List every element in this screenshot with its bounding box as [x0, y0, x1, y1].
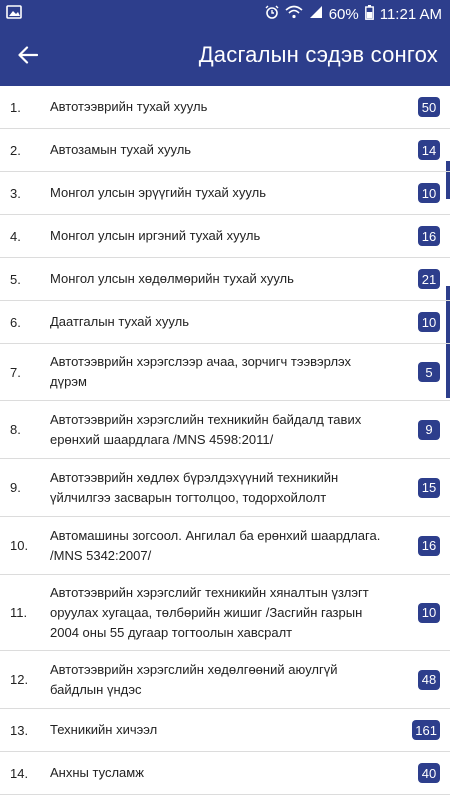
topic-number: 7.: [10, 364, 21, 380]
topic-row[interactable]: [0, 129, 450, 172]
topic-number: 12.: [10, 672, 29, 687]
topic-label: Автотээврийн хэрэгслээр ачаа, зорчигч тээвэрлэх дүрэм: [50, 354, 352, 389]
topic-row[interactable]: [0, 258, 450, 301]
question-count-badge: 21: [418, 269, 440, 289]
topic-label: Монгол улсын хөдөлмөрийн тухай хууль: [50, 271, 294, 286]
topic-label: Даатгалын тухай хууль: [50, 314, 189, 329]
question-count-badge: 16: [418, 226, 440, 246]
question-count-badge: 161: [412, 720, 440, 740]
topic-row[interactable]: [0, 651, 450, 709]
topic-number: 9.: [10, 480, 21, 495]
topic-row[interactable]: [0, 301, 450, 344]
topic-row[interactable]: [0, 709, 450, 752]
topic-label: Анхны тусламж: [50, 765, 144, 780]
topic-number: 3.: [10, 185, 21, 201]
question-count-badge: 50: [418, 97, 440, 117]
topic-row[interactable]: [0, 172, 450, 215]
question-count-badge: 9: [418, 420, 440, 440]
topic-row[interactable]: [0, 401, 450, 459]
topic-label: Автотээврийн хэрэгслийг техникийн хяналтын үзлэгт оруулах хугацаа, төлбөрийн жишиг /Засгийн газрын 2004 оны 55 дугаар тогтоолын хавсралт: [50, 584, 369, 640]
topic-list: [0, 86, 450, 795]
question-count-badge: 5: [418, 362, 440, 382]
app-bar: [0, 28, 450, 86]
page-title: Дасгалын сэдэв сонгох: [198, 42, 438, 67]
topic-row[interactable]: [0, 459, 450, 517]
topic-number: 6.: [10, 314, 21, 330]
question-count-badge: 10: [418, 183, 440, 203]
topic-label: Монгол улсын иргэний тухай хууль: [50, 228, 261, 243]
topic-number: 14.: [10, 765, 29, 781]
question-count-badge: 16: [418, 536, 440, 556]
topic-row[interactable]: [0, 215, 450, 258]
battery-percent: 60%: [328, 5, 359, 23]
topic-label: Автозамын тухай хууль: [50, 142, 192, 157]
signal-icon: [309, 5, 323, 23]
status-bar: [0, 0, 450, 28]
wifi-icon: [285, 5, 303, 23]
topic-number: 5.: [10, 271, 21, 287]
topic-row[interactable]: [0, 517, 450, 575]
arrow-left-icon: [18, 46, 38, 69]
topic-row[interactable]: [0, 575, 450, 651]
question-count-badge: 48: [418, 670, 440, 690]
topic-row[interactable]: [0, 344, 450, 401]
topic-label: Монгол улсын эрүүгийн тухай хууль: [50, 185, 266, 200]
topic-row[interactable]: [0, 752, 450, 795]
question-count-badge: 10: [418, 312, 440, 332]
question-count-badge: 40: [418, 763, 440, 783]
back-button[interactable]: [0, 28, 56, 86]
topic-number: 13.: [10, 722, 29, 738]
topic-number: 2.: [10, 142, 21, 158]
topic-number: 1.: [10, 99, 21, 115]
gallery-notification-icon: [6, 5, 22, 23]
topic-number: 8.: [10, 422, 21, 437]
topic-label: Автотээврийн хэрэгслийн хөдөлгөөний аюулгүй байдлын үндэс: [50, 661, 338, 697]
battery-icon: [365, 5, 374, 24]
topic-label: Автотээврийн тухай хууль: [50, 99, 208, 114]
topic-label: Техникийн хичээл: [50, 722, 158, 737]
topic-label: Автотээврийн хөдлөх бүрэлдэхүүний техникийн үйлчилгээ засварын тогтолцоо, тодорхойлолт: [50, 469, 339, 505]
topic-number: 11.: [10, 605, 28, 620]
topic-label: Автомашины зогсоол. Ангилал ба ерөнхий шаардлага. /MNS 5342:2007/: [50, 527, 381, 563]
question-count-badge: 14: [418, 140, 440, 160]
question-count-badge: 15: [418, 478, 440, 498]
alarm-icon: [265, 5, 279, 23]
topic-row[interactable]: [0, 86, 450, 129]
topic-label: Автотээврийн хэрэгслийн техникийн байдалд тавих ерөнхий шаардлага /MNS 4598:2011/: [50, 411, 362, 447]
question-count-badge: 10: [418, 603, 440, 623]
clock-time: 11:21 AM: [379, 5, 442, 23]
topic-number: 4.: [10, 228, 21, 244]
topic-number: 10.: [10, 538, 29, 553]
